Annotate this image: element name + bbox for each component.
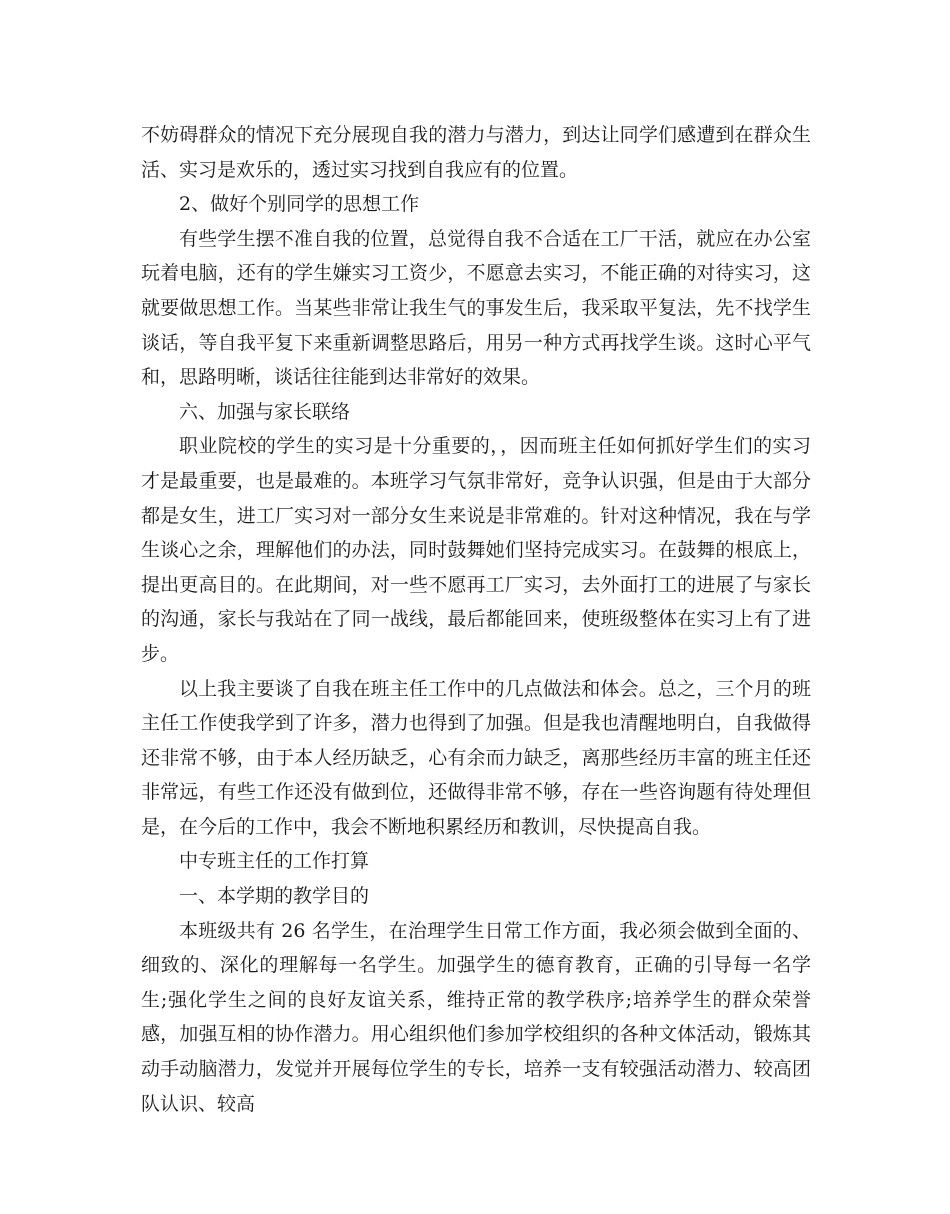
paragraph-summary: 以上我主要谈了自我在班主任工作中的几点做法和体会。总之，三个月的班主任工作使我学到了许多，潜力也得到了加强。但是我也清醒地明白，自我做得还非常不够，由于本人经历缺乏，心有余而力缺乏，离那些经历丰富的班主任还非常远，有些工作还没有做到位，还做得非常不够，存在一些咨询题有待处理但是，在今后的工作中，我会不断地积累经历和教训，尽快提高自我。 <box>141 677 811 838</box>
paragraph-thought-work: 有些学生摆不准自我的位置，总觉得自我不合适在工厂干活，就应在办公室玩着电脑，还有的学生嫌实习工资少，不愿意去实习，不能正确的对待实习，这就要做思想工作。当某些非常让我生气的事发生后，我采取平复法，先不找学生谈话，等自我平复下来重新调整思路后，用另一种方式再找学生谈。这时心平气和，思路明晰，谈话往往能到达非常好的效果。 <box>141 227 811 389</box>
document-body <box>141 118 811 1121</box>
section-heading-teaching-goals: 一、本学期的教学目的 <box>179 885 370 908</box>
paragraph-parent-contact: 职业院校的学生的实习是十分重要的，，因而班主任如何抓好学生们的实习才是最重要，也是最难的。本班学习气氛非常好，竞争认识强，但是由于大部分都是女生，进工厂实习对一部分女生来说是非常难的。针对这种情况，我在与学生谈心之余，理解他们的办法，同时鼓舞她们坚持完成实习。在鼓舞的根底上，提出更高目的。在此期间，对一些不愿再工厂实习，去外面打工的进展了与家长的沟通，家长与我站在了同一战线，最后都能回来，使班级整体在实习上有了进步。 <box>141 435 811 665</box>
paragraph-teaching-goals: 本班级共有 26 名学生，在治理学生日常工作方面，我必须会做到全面的、细致的、深化的理解每一名学生。加强学生的德育教育，正确的引导每一名学生;强化学生之间的良好友谊关系，维持正常的教学秩序;培养学生的群众荣誉感，加强互相的协作潜力。用心组织他们参加学校组织的各种文体活动，锻炼其动手动脑潜力，发觉并开展每位学生的专长，培养一支有较强活动潜力、较高团队认识、较高 <box>141 919 811 1115</box>
section-heading-parent-contact: 六、加强与家长联络 <box>179 400 351 423</box>
section-heading-individual-work: 2、做好个别同学的思想工作 <box>179 193 420 216</box>
section-title-work-plan: 中专班主任的工作打算 <box>179 850 370 873</box>
paragraph-continuation: 不妨碍群众的情况下充分展现自我的潜力与潜力，到达让同学们感遭到在群众生活、实习是欢乐的，透过实习找到自我应有的位置。 <box>141 124 811 181</box>
